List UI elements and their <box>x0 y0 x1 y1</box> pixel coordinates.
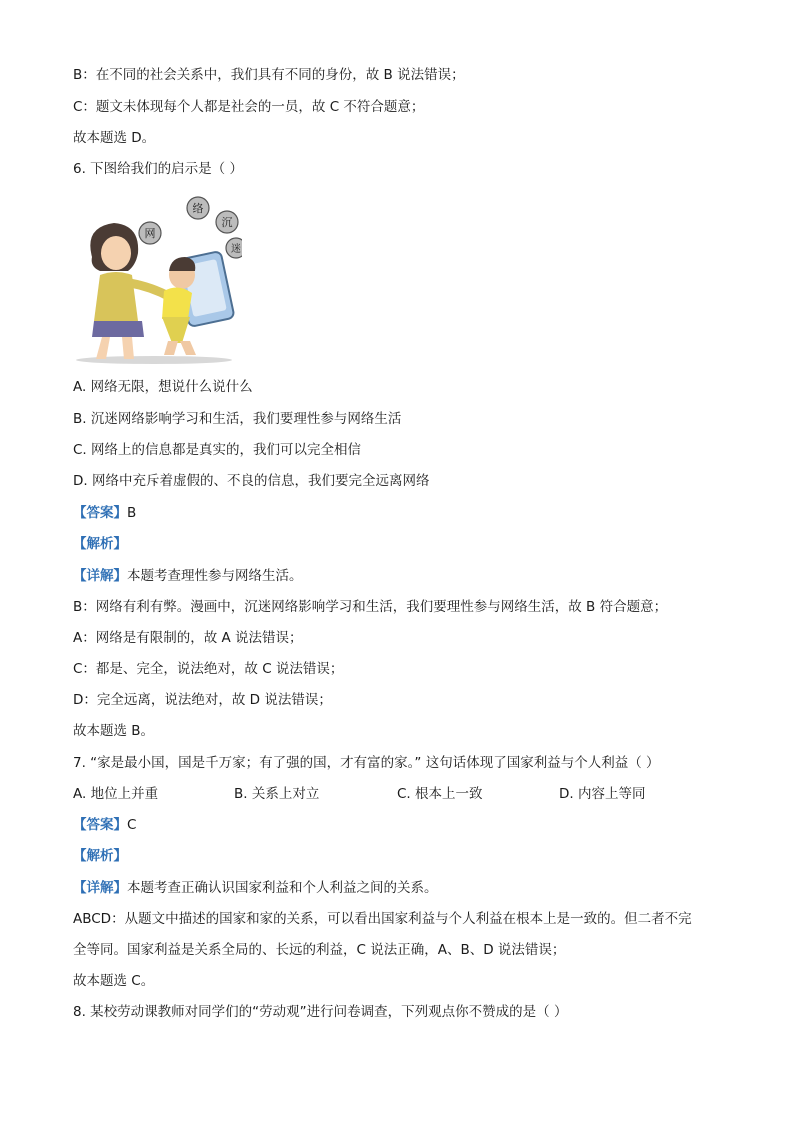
bubble-label: 迷 <box>231 244 241 255</box>
text-line: C：都是、完全，说法绝对，故 C 说法错误； <box>73 661 344 677</box>
question-6: 6. 下图给我们的启示是（ ） <box>73 161 243 177</box>
detail-text: 本题考查正确认识国家利益和个人利益之间的关系。 <box>127 880 438 896</box>
option-7b: B. 关系上对立 <box>234 786 320 802</box>
option-6c: C. 网络上的信息都是真实的，我们可以完全相信 <box>73 442 362 458</box>
text-line: B：网络有利有弊。漫画中，沉迷网络影响学习和生活，我们要理性参与网络生活，故 B 符合题意； <box>73 599 668 615</box>
option-7d: D. 内容上等同 <box>559 786 646 802</box>
option-7c: C. 根本上一致 <box>397 786 483 802</box>
text-line: C：题文未体现每个人都是社会的一员，故 C 不符合题意； <box>73 99 425 115</box>
text-line: ABCD：从题文中描述的国家和家的关系，可以看出国家利益与个人利益在根本上是一致的。但二者不完 <box>73 911 692 927</box>
answer-6 <box>73 503 136 523</box>
word-bubble <box>187 197 209 219</box>
analysis-6 <box>73 534 127 554</box>
text-line: 故本题选 B。 <box>73 723 155 739</box>
word-bubble <box>139 222 161 244</box>
detail-6 <box>73 566 303 586</box>
question-8: 8. 某校劳动课教师对同学们的“劳动观”进行问卷调查，下列观点你不赞成的是（ ） <box>73 1004 568 1020</box>
answer-value: C <box>127 817 137 833</box>
analysis-7 <box>73 846 127 866</box>
answer-value: B <box>127 505 137 521</box>
word-bubble <box>216 211 238 233</box>
mother-figure <box>90 223 170 359</box>
detail-tag: 【详解】 <box>73 568 127 584</box>
option-7a: A. 地位上并重 <box>73 786 159 802</box>
bubble-label: 沉 <box>221 216 233 229</box>
text-line: 故本题选 D。 <box>73 130 156 146</box>
answer-tag: 【答案】 <box>73 505 127 521</box>
analysis-tag: 【解析】 <box>73 536 127 552</box>
detail-7 <box>73 878 438 898</box>
answer-7 <box>73 815 136 835</box>
text-line: A：网络是有限制的，故 A 说法错误； <box>73 630 303 646</box>
option-6d: D. 网络中充斥着虚假的、不良的信息，我们要完全远离网络 <box>73 473 430 489</box>
text-line: 故本题选 C。 <box>73 973 155 989</box>
option-6a: A. 网络无限，想说什么说什么 <box>73 379 253 395</box>
text-line: B：在不同的社会关系中，我们具有不同的身份，故 B 说法错误； <box>73 67 465 83</box>
bubble-label: 网 <box>144 227 156 240</box>
bubble-label: 络 <box>192 202 204 215</box>
detail-text: 本题考查理性参与网络生活。 <box>127 568 303 584</box>
analysis-tag: 【解析】 <box>73 848 127 864</box>
option-6b: B. 沉迷网络影响学习和生活，我们要理性参与网络生活 <box>73 411 402 427</box>
question-7: 7. “家是最小国，国是千万家；有了强的国，才有富的家。” 这句话体现了国家利益与个人利益（ ） <box>73 755 660 771</box>
cartoon-illustration <box>72 195 242 367</box>
text-line: 全等同。国家利益是关系全局的、长远的利益，C 说法正确，A、B、D 说法错误； <box>73 942 566 958</box>
word-bubble <box>226 238 242 258</box>
detail-tag: 【详解】 <box>73 880 127 896</box>
answer-tag: 【答案】 <box>73 817 127 833</box>
text-line: D：完全远离，说法绝对，故 D 说法错误； <box>73 692 332 708</box>
